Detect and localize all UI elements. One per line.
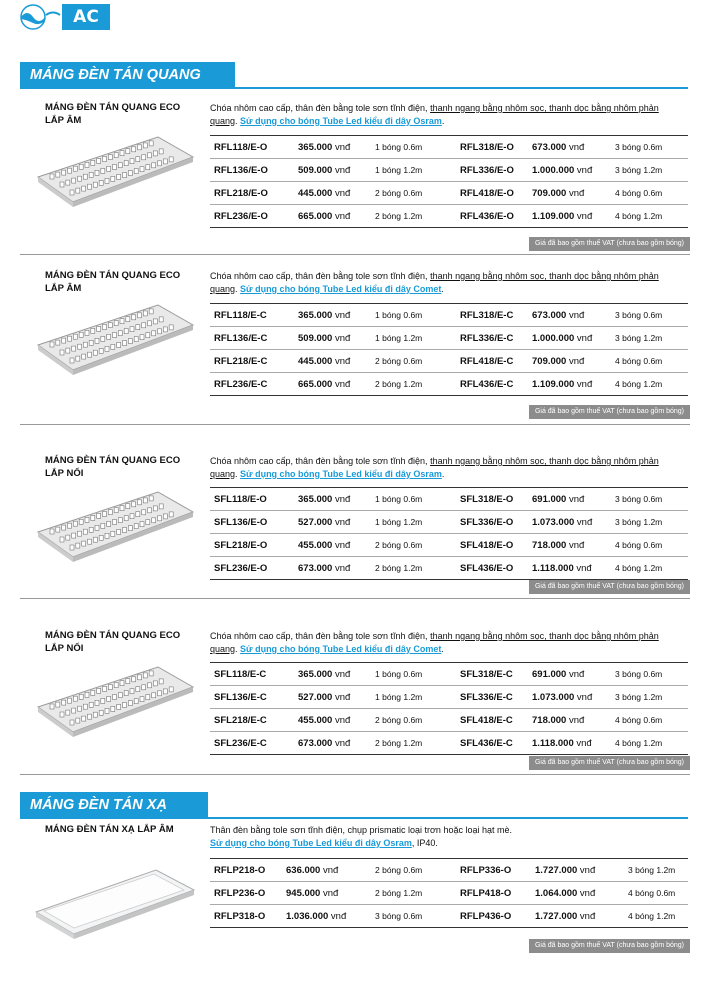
product-description: [210, 630, 688, 655]
product-code: RFL236/E-O: [214, 211, 268, 222]
product-title: [45, 630, 195, 655]
product-code: SFL336/E-C: [460, 692, 513, 703]
desc-highlight: Sử dụng cho bóng Tube Led kiểu đi dây Osram: [240, 115, 442, 126]
table-row: [210, 905, 688, 928]
product-code: RFL136/E-C: [214, 333, 268, 344]
table-row: [210, 373, 688, 396]
brand-name: AC: [62, 4, 110, 30]
price-value: 1.064.000: [535, 888, 578, 899]
product-code: SFL436/E-C: [460, 738, 513, 749]
price-cell: [535, 911, 595, 922]
currency-unit: vnđ: [568, 142, 585, 153]
price-value: 1.073.000: [532, 692, 575, 703]
currency-unit: vnđ: [568, 188, 585, 199]
price-value: 527.000: [298, 692, 333, 703]
price-cell: [532, 669, 584, 680]
desc-end: .: [441, 468, 445, 479]
product-code: SFL218/E-O: [214, 540, 268, 551]
price-cell: [532, 379, 592, 390]
price-value: 709.000: [532, 356, 567, 367]
price-value: 1.000.000: [532, 333, 575, 344]
product-title-line: MÁNG ĐÈN TÁN QUANG ECO: [45, 455, 181, 466]
table-row: [210, 511, 688, 534]
price-value: 665.000: [298, 211, 333, 222]
desc-text: Chóa nhôm cao cấp, thân đèn bằng tole sơn tĩnh điện,: [210, 103, 431, 113]
price-cell: [298, 333, 350, 344]
price-table: [210, 135, 688, 228]
product-subtitle: LẮP NỔI: [45, 467, 84, 479]
desc-text: Chóa nhôm cao cấp, thân đèn bằng tole sơn tĩnh điện,: [210, 271, 431, 281]
product-description: [210, 270, 688, 295]
product-block: [20, 824, 690, 955]
product-code: RFLP418-O: [460, 888, 512, 899]
brand-logo: [20, 4, 110, 30]
divider: [20, 254, 690, 255]
price-value: 665.000: [298, 379, 333, 390]
product-code: SFL418/E-C: [460, 715, 513, 726]
table-row: [210, 882, 688, 905]
price-cell: [532, 540, 584, 551]
product-code: RFL136/E-O: [214, 165, 268, 176]
product-code: RFL336/E-C: [460, 333, 514, 344]
price-cell: [535, 888, 595, 899]
desc-separator: .: [235, 283, 241, 294]
bulb-spec: 3 bóng 0.6m: [615, 142, 663, 152]
currency-unit: vnđ: [330, 911, 347, 922]
table-row: [210, 327, 688, 350]
currency-unit: vnđ: [579, 911, 596, 922]
bulb-spec: 2 bóng 0.6m: [375, 715, 423, 725]
currency-unit: vnđ: [334, 517, 351, 528]
price-value: 365.000: [298, 310, 333, 321]
divider: [20, 774, 690, 775]
desc-highlight: Sử dụng cho bóng Tube Led kiểu đi dây Comet: [240, 643, 442, 654]
desc-highlight: Sử dụng cho bóng Tube Led kiểu đi dây Osram: [240, 468, 442, 479]
price-value: 509.000: [298, 165, 333, 176]
currency-unit: vnđ: [568, 540, 585, 551]
product-subtitle: LẮP ÂM: [45, 282, 82, 294]
desc-text: Chóa nhôm cao cấp, thân đèn bằng tole sơn tĩnh điện,: [210, 631, 431, 641]
product-title: [45, 102, 195, 127]
table-row: [210, 709, 688, 732]
product-code: RFL318/E-C: [460, 310, 514, 321]
product-code: SFL136/E-C: [214, 692, 267, 703]
price-value: 365.000: [298, 142, 333, 153]
price-cell: [532, 738, 592, 749]
product-code: RFL218/E-O: [214, 188, 268, 199]
price-value: 509.000: [298, 333, 333, 344]
currency-unit: vnđ: [334, 669, 351, 680]
product-code: SFL218/E-C: [214, 715, 267, 726]
price-value: 1.727.000: [535, 865, 578, 876]
vat-note: Giá đã bao gồm thuế VAT (chưa bao gồm bóng): [529, 237, 690, 251]
currency-unit: vnđ: [334, 692, 351, 703]
table-row: [210, 182, 688, 205]
product-code: RFLP436-O: [460, 911, 512, 922]
product-title-line: MÁNG ĐÈN TÁN QUANG ECO: [45, 630, 181, 641]
price-cell: [532, 165, 592, 176]
bulb-spec: 3 bóng 0.6m: [615, 669, 663, 679]
product-code: RFLP336-O: [460, 865, 512, 876]
desc-separator: .: [235, 468, 241, 479]
bulb-spec: 1 bóng 1.2m: [375, 517, 423, 527]
product-title: [45, 824, 195, 837]
price-value: 673.000: [532, 310, 567, 321]
table-row: [210, 686, 688, 709]
price-value: 445.000: [298, 356, 333, 367]
price-value: 527.000: [298, 517, 333, 528]
product-description: [210, 102, 688, 127]
bulb-spec: 3 bóng 0.6m: [375, 911, 423, 921]
price-value: 691.000: [532, 494, 567, 505]
price-value: 1.109.000: [532, 211, 575, 222]
desc-end: .: [441, 643, 444, 654]
bulb-spec: 4 bóng 1.2m: [615, 379, 663, 389]
product-code: SFL118/E-C: [214, 669, 267, 680]
bulb-spec: 1 bóng 0.6m: [375, 669, 423, 679]
price-value: 365.000: [298, 669, 333, 680]
desc-highlight: Sử dụng cho bóng Tube Led kiểu đi dây Osram: [210, 837, 412, 848]
product-title-line: MÁNG ĐÈN TÁN QUANG ECO: [45, 270, 181, 281]
bulb-spec: 1 bóng 0.6m: [375, 494, 423, 504]
price-value: 718.000: [532, 715, 567, 726]
price-value: 691.000: [532, 669, 567, 680]
price-cell: [298, 188, 350, 199]
product-code: RFL318/E-O: [460, 142, 514, 153]
wave-logo-icon: [20, 4, 62, 30]
bulb-spec: 4 bóng 0.6m: [615, 188, 663, 198]
price-cell: [532, 310, 584, 321]
product-code: SFL136/E-O: [214, 517, 268, 528]
bulb-spec: 2 bóng 0.6m: [375, 356, 423, 366]
price-value: 1.727.000: [535, 911, 578, 922]
product-code: SFL318/E-C: [460, 669, 513, 680]
currency-unit: vnđ: [576, 379, 593, 390]
price-cell: [298, 738, 350, 749]
price-cell: [532, 517, 592, 528]
product-code: SFL418/E-O: [460, 540, 514, 551]
price-value: 1.000.000: [532, 165, 575, 176]
price-table: [210, 662, 688, 755]
product-block: [20, 102, 690, 253]
price-table: [210, 303, 688, 396]
currency-unit: vnđ: [579, 865, 596, 876]
bulb-spec: 3 bóng 1.2m: [628, 865, 676, 875]
price-value: 1.109.000: [532, 379, 575, 390]
price-value: 445.000: [298, 188, 333, 199]
currency-unit: vnđ: [576, 692, 593, 703]
currency-unit: vnđ: [334, 211, 351, 222]
bulb-spec: 3 bóng 1.2m: [615, 692, 663, 702]
desc-underline: thanh ngang bằng nhôm sọc, thanh dọc bằng nhôm phản quang: [210, 456, 659, 479]
currency-unit: vnđ: [576, 333, 593, 344]
currency-unit: vnđ: [568, 494, 585, 505]
price-cell: [298, 563, 350, 574]
product-code: RFLP236-O: [214, 888, 266, 899]
currency-unit: vnđ: [322, 865, 339, 876]
price-value: 945.000: [286, 888, 321, 899]
bulb-spec: 2 bóng 1.2m: [375, 888, 423, 898]
divider: [20, 424, 690, 425]
price-value: 1.036.000: [286, 911, 329, 922]
product-code: SFL118/E-O: [214, 494, 267, 505]
table-row: [210, 136, 688, 159]
price-cell: [532, 188, 584, 199]
bulb-spec: 2 bóng 0.6m: [375, 540, 423, 550]
price-cell: [298, 211, 350, 222]
price-cell: [532, 692, 592, 703]
product-code: RFL236/E-C: [214, 379, 268, 390]
product-code: RFL118/E-C: [214, 310, 267, 321]
desc-end: .: [441, 283, 444, 294]
price-cell: [298, 142, 350, 153]
currency-unit: vnđ: [579, 888, 596, 899]
price-cell: [532, 333, 592, 344]
bulb-spec: 4 bóng 0.6m: [615, 356, 663, 366]
product-title-line: MÁNG ĐÈN TÁN QUANG ECO: [45, 102, 181, 113]
currency-unit: vnđ: [322, 888, 339, 899]
product-title: [45, 455, 195, 480]
product-code: RFL436/E-O: [460, 211, 514, 222]
price-cell: [298, 494, 350, 505]
price-cell: [286, 865, 338, 876]
vat-note: Giá đã bao gồm thuế VAT (chưa bao gồm bóng): [529, 405, 690, 419]
price-cell: [298, 692, 350, 703]
table-row: [210, 350, 688, 373]
price-table: [210, 858, 688, 928]
bulb-spec: 1 bóng 1.2m: [375, 692, 423, 702]
product-code: RFL336/E-O: [460, 165, 514, 176]
bulb-spec: 3 bóng 1.2m: [615, 165, 663, 175]
price-value: 636.000: [286, 865, 321, 876]
section-rule: [20, 87, 688, 89]
currency-unit: vnđ: [334, 715, 351, 726]
louver-lamp-image: [28, 300, 198, 375]
product-code: SFL318/E-O: [460, 494, 514, 505]
table-row: [210, 557, 688, 580]
bulb-spec: 3 bóng 0.6m: [615, 310, 663, 320]
price-value: 1.073.000: [532, 517, 575, 528]
bulb-spec: 2 bóng 1.2m: [375, 379, 423, 389]
currency-unit: vnđ: [334, 142, 351, 153]
price-value: 1.118.000: [532, 738, 574, 749]
desc-underline: thanh ngang bằng nhôm sọc, thanh dọc bằng nhôm phản quang: [210, 631, 659, 654]
vat-note: Giá đã bao gồm thuế VAT (chưa bao gồm bóng): [529, 756, 690, 770]
price-cell: [286, 888, 338, 899]
product-block: [20, 270, 690, 421]
price-cell: [298, 540, 350, 551]
table-row: [210, 488, 688, 511]
currency-unit: vnđ: [334, 494, 351, 505]
product-subtitle: LẮP ÂM: [45, 114, 82, 126]
currency-unit: vnđ: [568, 715, 585, 726]
louver-lamp-image: [28, 662, 198, 737]
price-value: 673.000: [532, 142, 567, 153]
product-description: [210, 824, 688, 849]
product-block: [20, 455, 690, 596]
louver-lamp-image: [28, 487, 198, 562]
currency-unit: vnđ: [334, 563, 351, 574]
product-code: RFL418/E-C: [460, 356, 514, 367]
price-cell: [535, 865, 595, 876]
price-cell: [532, 142, 584, 153]
product-code: SFL236/E-C: [214, 738, 267, 749]
table-row: [210, 304, 688, 327]
currency-unit: vnđ: [576, 563, 592, 574]
price-value: 1.118.000: [532, 563, 574, 574]
prismatic-lamp-image: [28, 864, 198, 939]
divider: [20, 598, 690, 599]
currency-unit: vnđ: [334, 333, 351, 344]
product-code: RFL436/E-C: [460, 379, 514, 390]
desc-separator: .: [235, 115, 241, 126]
currency-unit: vnđ: [334, 188, 351, 199]
desc-underline: thanh ngang bằng nhôm sọc, thanh dọc bằng nhôm phản quang: [210, 271, 659, 294]
desc-separator: .: [235, 643, 241, 654]
bulb-spec: 1 bóng 1.2m: [375, 165, 423, 175]
price-cell: [298, 165, 350, 176]
bulb-spec: 3 bóng 1.2m: [615, 333, 663, 343]
desc-highlight: Sử dụng cho bóng Tube Led kiểu đi dây Comet: [240, 283, 442, 294]
table-row: [210, 159, 688, 182]
price-table: [210, 487, 688, 580]
price-cell: [298, 310, 350, 321]
product-code: SFL236/E-O: [214, 563, 268, 574]
product-description: [210, 455, 688, 480]
product-title-line: MÁNG ĐÈN TÁN XẠ LẮP ÂM: [45, 824, 174, 835]
price-cell: [298, 517, 350, 528]
product-block: [20, 630, 690, 772]
bulb-spec: 2 bóng 0.6m: [375, 188, 423, 198]
bulb-spec: 4 bóng 1.2m: [628, 911, 676, 921]
bulb-spec: 4 bóng 1.2m: [615, 738, 663, 748]
product-code: RFLP318-O: [214, 911, 266, 922]
bulb-spec: 2 bóng 1.2m: [375, 563, 423, 573]
price-cell: [298, 379, 350, 390]
bulb-spec: 2 bóng 0.6m: [375, 865, 423, 875]
bulb-spec: 2 bóng 1.2m: [375, 738, 423, 748]
price-value: 718.000: [532, 540, 567, 551]
bulb-spec: 2 bóng 1.2m: [375, 211, 423, 221]
desc-text: Chóa nhôm cao cấp, thân đèn bằng tole sơn tĩnh điện,: [210, 456, 431, 466]
price-value: 365.000: [298, 494, 333, 505]
bulb-spec: 1 bóng 1.2m: [375, 333, 423, 343]
price-cell: [532, 563, 592, 574]
currency-unit: vnđ: [576, 211, 593, 222]
table-row: [210, 205, 688, 228]
product-code: SFL436/E-O: [460, 563, 514, 574]
bulb-spec: 4 bóng 1.2m: [615, 211, 663, 221]
currency-unit: vnđ: [334, 165, 351, 176]
price-cell: [532, 494, 584, 505]
product-code: SFL336/E-O: [460, 517, 514, 528]
desc-text: Thân đèn bằng tole sơn tĩnh điện, chụp prismatic loại trơn hoặc loại hạt mè.: [210, 825, 512, 835]
bulb-spec: 4 bóng 0.6m: [615, 715, 663, 725]
price-value: 673.000: [298, 563, 333, 574]
product-code: RFLP218-O: [214, 865, 266, 876]
product-code: RFL418/E-O: [460, 188, 514, 199]
price-cell: [532, 211, 592, 222]
currency-unit: vnđ: [334, 356, 351, 367]
product-code: RFL118/E-O: [214, 142, 268, 153]
desc-end: , IP40.: [411, 837, 438, 848]
price-cell: [532, 715, 584, 726]
vat-note: Giá đã bao gồm thuế VAT (chưa bao gồm bóng): [529, 580, 690, 594]
vat-note: Giá đã bao gồm thuế VAT (chưa bao gồm bóng): [529, 939, 690, 953]
table-row: [210, 732, 688, 755]
currency-unit: vnđ: [334, 310, 351, 321]
bulb-spec: 4 bóng 0.6m: [615, 540, 663, 550]
price-cell: [286, 911, 346, 922]
price-value: 709.000: [532, 188, 567, 199]
price-cell: [298, 715, 350, 726]
desc-end: .: [441, 115, 445, 126]
price-value: 673.000: [298, 738, 333, 749]
price-cell: [298, 356, 350, 367]
currency-unit: vnđ: [334, 738, 351, 749]
currency-unit: vnđ: [576, 738, 592, 749]
louver-lamp-image: [28, 132, 198, 207]
section-title: MÁNG ĐÈN TÁN QUANG ECO: [20, 62, 235, 89]
currency-unit: vnđ: [568, 310, 585, 321]
bulb-spec: 4 bóng 1.2m: [615, 563, 663, 573]
section-title: MÁNG ĐÈN TÁN XẠ: [20, 792, 208, 819]
product-code: RFL218/E-C: [214, 356, 268, 367]
bulb-spec: 3 bóng 1.2m: [615, 517, 663, 527]
currency-unit: vnđ: [334, 540, 351, 551]
currency-unit: vnđ: [576, 165, 593, 176]
product-subtitle: LẮP NỔI: [45, 642, 84, 654]
section-rule: [20, 817, 688, 819]
currency-unit: vnđ: [568, 669, 585, 680]
table-row: [210, 859, 688, 882]
product-title: [45, 270, 195, 295]
price-cell: [298, 669, 350, 680]
currency-unit: vnđ: [576, 517, 593, 528]
table-row: [210, 663, 688, 686]
bulb-spec: 1 bóng 0.6m: [375, 310, 423, 320]
price-value: 455.000: [298, 715, 333, 726]
price-cell: [532, 356, 584, 367]
price-value: 455.000: [298, 540, 333, 551]
currency-unit: vnđ: [334, 379, 351, 390]
bulb-spec: 4 bóng 0.6m: [628, 888, 676, 898]
table-row: [210, 534, 688, 557]
desc-underline: thanh ngang bằng nhôm sọc, thanh dọc bằng nhôm phản quang: [210, 103, 659, 126]
bulb-spec: 1 bóng 0.6m: [375, 142, 423, 152]
bulb-spec: 3 bóng 0.6m: [615, 494, 663, 504]
currency-unit: vnđ: [568, 356, 585, 367]
